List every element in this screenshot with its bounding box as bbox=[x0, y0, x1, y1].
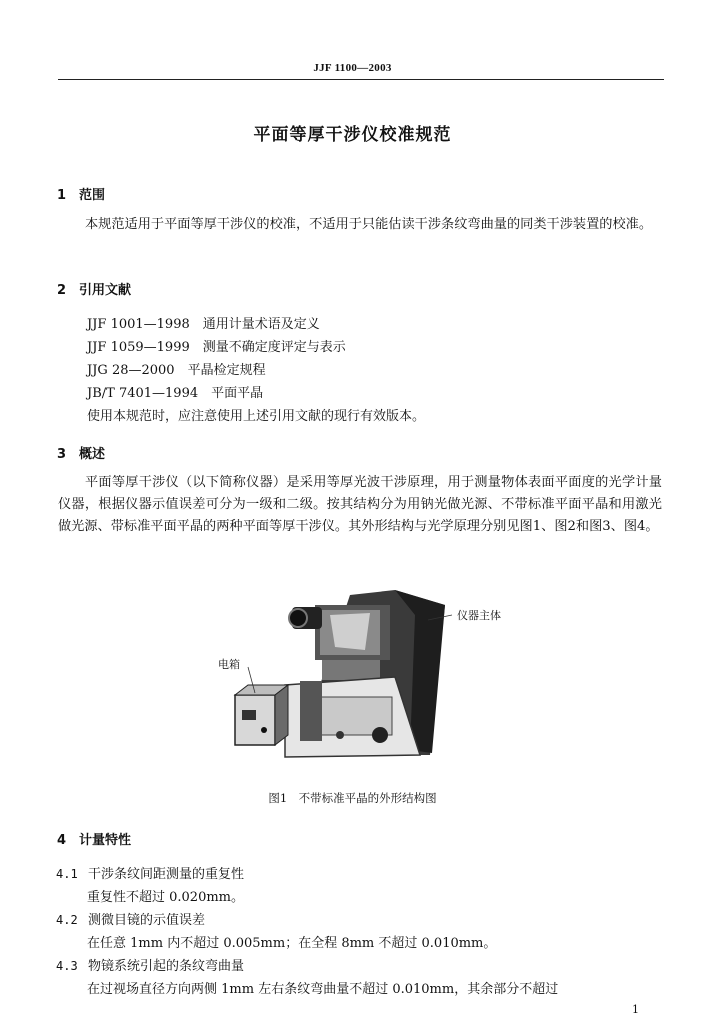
electrical-box-side bbox=[275, 685, 288, 745]
figure-label-electrical-box: 电箱 bbox=[218, 658, 240, 671]
reference-item: JJG 28—2000 平晶检定规程 bbox=[87, 363, 266, 378]
running-header: JJF 1100—2003 bbox=[313, 62, 392, 74]
small-knob-icon bbox=[336, 731, 344, 739]
section-number: 2 bbox=[57, 283, 67, 298]
subsection-number: 4.1 bbox=[56, 867, 78, 881]
section-number: 1 bbox=[57, 188, 67, 203]
section-title: 计量特性 bbox=[79, 833, 132, 848]
base-left-post bbox=[300, 681, 322, 741]
switch-icon bbox=[261, 727, 267, 733]
reference-note: 使用本规范时，应注意使用上述引用文献的现行有效版本。 bbox=[87, 409, 426, 424]
eyepiece-knob-icon bbox=[289, 609, 307, 627]
subsection-4-1-text: 重复性不超过 0.020mm。 bbox=[87, 890, 245, 905]
meter-icon bbox=[242, 710, 256, 720]
page-number: 1 bbox=[632, 1003, 639, 1016]
document-title: 平面等厚干涉仪校准规范 bbox=[253, 125, 452, 145]
adjust-knob-icon bbox=[372, 727, 388, 743]
section-3-heading bbox=[57, 443, 105, 462]
reference-item: JJF 1001—1998 通用计量术语及定义 bbox=[87, 317, 320, 332]
reference-item: JB/T 7401—1994 平面平晶 bbox=[87, 386, 264, 401]
section-title: 引用文献 bbox=[79, 283, 132, 298]
subsection-4-3-heading bbox=[56, 955, 244, 974]
figure-caption: 图1 不带标准平晶的外形结构图 bbox=[268, 791, 437, 805]
section-3-paragraph: 平面等厚干涉仪（以下简称仪器）是采用等厚光波干涉原理，用于测量物体表面平面度的光学计量仪器，根据仪器示值误差可分为一级和二级。按其结构分为用钠光做光源、不带标准平面平晶和用激光做光源、带标准平面平晶的两种平面等厚干涉仪。其外形结构与光学原理分别见图1、图2和图3、图4。 bbox=[58, 475, 662, 534]
subsection-number: 4.2 bbox=[56, 913, 78, 927]
optics-reflection bbox=[330, 613, 370, 650]
subsection-4-2-heading bbox=[56, 909, 205, 928]
figure-label-main-body: 仪器主体 bbox=[457, 609, 501, 622]
reference-item: JJF 1059—1999 测量不确定度评定与表示 bbox=[87, 340, 346, 355]
section-number: 4 bbox=[57, 833, 67, 848]
section-title: 概述 bbox=[79, 447, 106, 462]
header-rule bbox=[58, 79, 664, 80]
subsection-number: 4.3 bbox=[56, 959, 78, 973]
subsection-title: 干涉条纹间距测量的重复性 bbox=[88, 867, 245, 882]
subsection-title: 测微目镜的示值误差 bbox=[88, 913, 206, 928]
subsection-4-2-text: 在任意 1mm 内不超过 0.005mm；在全程 8mm 不超过 0.010mm。 bbox=[87, 936, 497, 951]
section-number: 3 bbox=[57, 447, 67, 462]
column bbox=[322, 660, 380, 680]
section-title: 范围 bbox=[79, 188, 106, 203]
subsection-title: 物镜系统引起的条纹弯曲量 bbox=[88, 959, 245, 974]
section-1-heading bbox=[57, 184, 105, 203]
subsection-4-3-text: 在过视场直径方向两侧 1mm 左右条纹弯曲量不超过 0.010mm，其余部分不超过 bbox=[87, 982, 559, 997]
section-4-heading bbox=[57, 829, 131, 848]
section-1-paragraph: 本规范适用于平面等厚干涉仪的校准，不适用于只能估读干涉条纹弯曲量的同类干涉装置的校准。 bbox=[85, 217, 653, 232]
section-2-heading bbox=[57, 279, 131, 298]
subsection-4-1-heading bbox=[56, 863, 244, 882]
